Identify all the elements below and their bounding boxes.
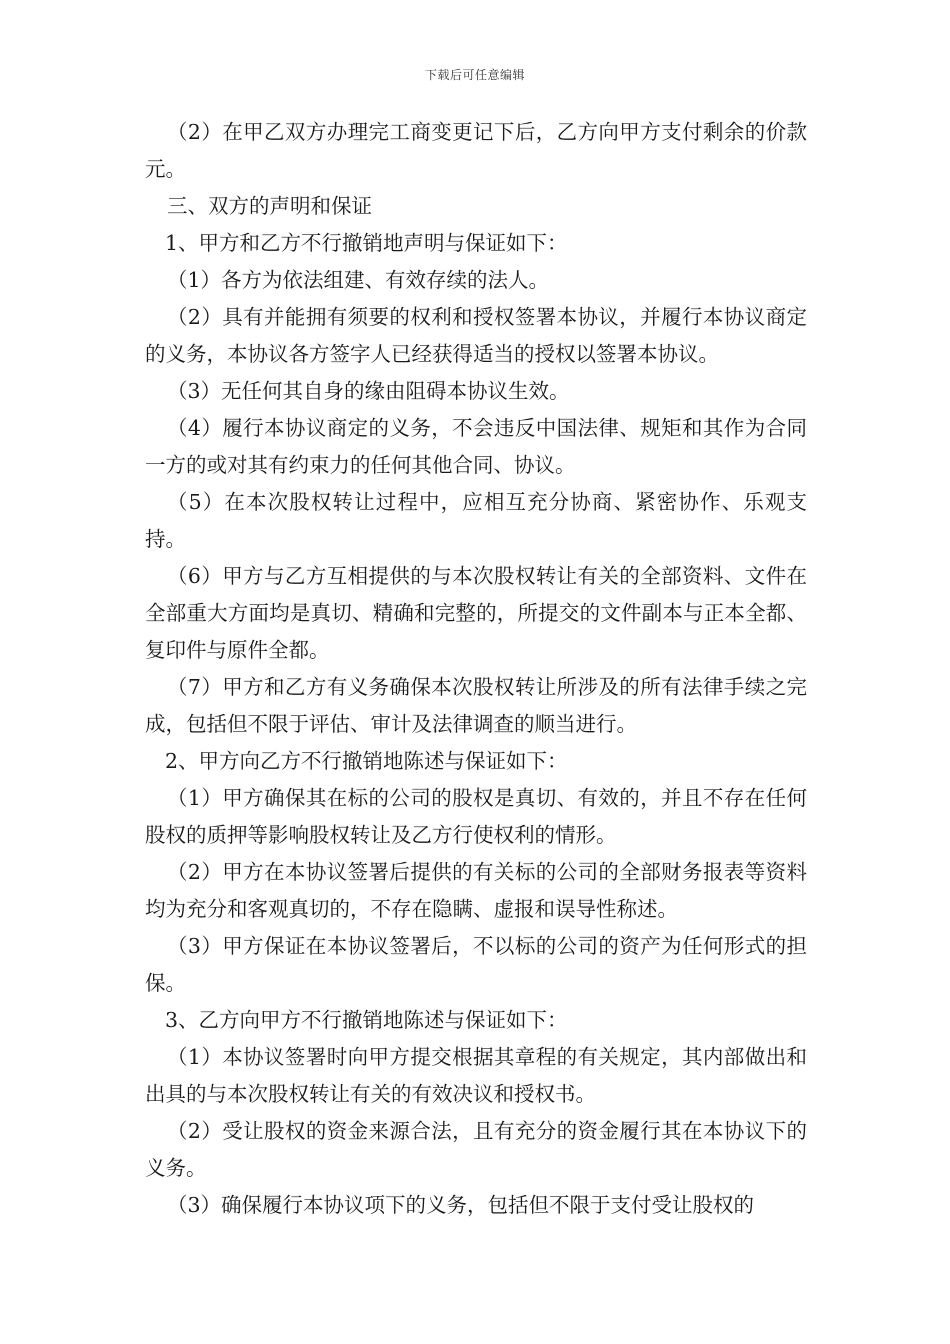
clause-3-item-1: （1）本协议签署时向甲方提交根据其章程的有关规定，其内部做出和出具的与本次股权转让有关的有效决议和授权书。 xyxy=(145,1045,807,1106)
clause-heading-2: 2、甲方向乙方不行撤销地陈述与保证如下： xyxy=(165,749,568,773)
paragraph-payment-remainder: （2）在甲乙双方办理完工商变更记下后，乙方向甲方支付剩余的价款 元。 xyxy=(145,120,807,181)
clause-1-item-5: （5）在本次股权转让过程中，应相互充分协商、紧密协作、乐观支持。 xyxy=(145,490,807,551)
clause-1-item-7: （7）甲方和乙方有义务确保本次股权转让所涉及的所有法律手续之完成，包括但不限于评估、审计及法律调查的顺当进行。 xyxy=(145,675,807,736)
clause-2-item-2: （2）甲方在本协议签署后提供的有关标的公司的全部财务报表等资料均为充分和客观真切的，不存在隐瞒、虚报和误导性称述。 xyxy=(145,860,807,921)
clause-1-item-4: （4）履行本协议商定的义务，不会违反中国法律、规矩和其作为合同一方的或对其有约束力的任何其他合同、协议。 xyxy=(145,416,807,477)
clause-1-item-6: （6）甲方与乙方互相提供的与本次股权转让有关的全部资料、文件在全部重大方面均是真切、精确和完整的，所提交的文件副本与正本全都、复印件与原件全都。 xyxy=(145,564,807,662)
clause-3-item-2: （2）受让股权的资金来源合法，且有充分的资金履行其在本协议下的义务。 xyxy=(145,1119,807,1180)
clause-2-item-1: （1）甲方确保其在标的公司的股权是真切、有效的，并且不存在任何股权的质押等影响股权转让及乙方行使权利的情形。 xyxy=(145,786,807,847)
page-header: 下载后可任意编辑 xyxy=(424,68,525,82)
section-heading-declarations: 三、双方的声明和保证 xyxy=(167,194,372,218)
clause-heading-1: 1、甲方和乙方不行撤销地声明与保证如下： xyxy=(165,231,568,255)
clause-3-item-3: （3）确保履行本协议项下的义务，包括但不限于支付受让股权的 xyxy=(167,1193,755,1217)
document-body xyxy=(145,114,807,1224)
clause-1-item-3: （3）无任何其自身的缘由阻碍本协议生效。 xyxy=(167,379,570,403)
clause-2-item-3: （3）甲方保证在本协议签署后，不以标的公司的资产为任何形式的担保。 xyxy=(145,934,807,995)
clause-1-item-1: （1）各方为依法组建、有效存续的法人。 xyxy=(167,268,550,292)
clause-1-item-2: （2）具有并能拥有须要的权利和授权签署本协议，并履行本协议商定的义务，本协议各方签字人已经获得适当的授权以签署本协议。 xyxy=(145,305,807,366)
clause-heading-3: 3、乙方向甲方不行撤销地陈述与保证如下： xyxy=(165,1008,568,1032)
